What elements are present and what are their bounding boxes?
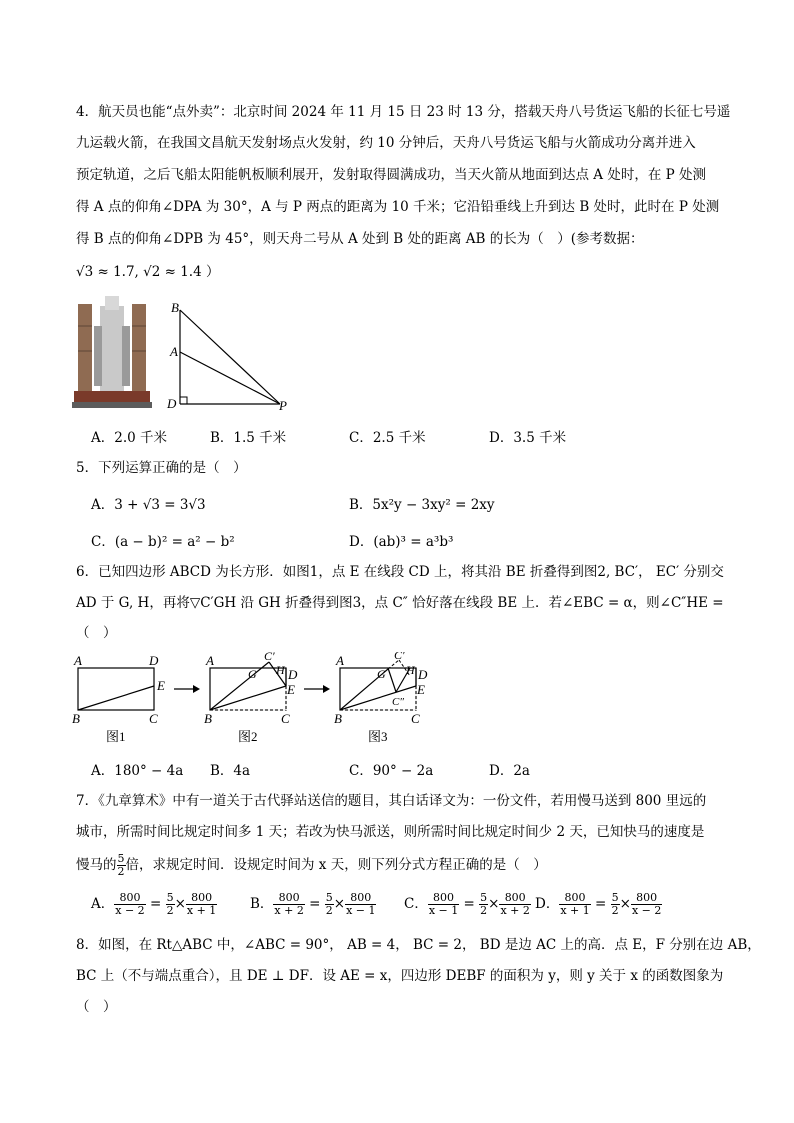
- fig2-label-c-prime: C′: [264, 652, 275, 663]
- q7-a-coef-num: 5: [166, 891, 174, 904]
- q7-d-coef-num: 5: [611, 891, 619, 904]
- q4-line-6: √3 ≈ 1.7, √2 ≈ 1.4 ）: [76, 264, 220, 280]
- q7-line-3-post: 倍，求规定时间．设规定时间为 x 天，则下列分式方程正确的是（ ）: [125, 857, 547, 873]
- q7-b-right-den: x − 1: [346, 904, 376, 917]
- q8-line-3: （ ）: [76, 999, 117, 1015]
- fig1-caption: 图1: [106, 729, 126, 744]
- fig3-caption: 图3: [368, 729, 388, 744]
- q6-figure-1: [72, 653, 165, 744]
- fig3-label-c-prime: C′: [394, 652, 405, 662]
- fig1-label-b: B: [72, 711, 80, 726]
- fig3-label-a: A: [336, 653, 344, 668]
- fig3-label-e: E: [417, 682, 425, 697]
- q4-option-c[interactable]: C．2.5 千米: [349, 430, 426, 446]
- q7-a-left-num: 800: [114, 892, 145, 905]
- q7-d-right-den: x − 2: [631, 904, 662, 917]
- q5-option-d[interactable]: D．(ab)³ = a³b³: [349, 534, 454, 550]
- q8-line-2: BC 上（不与端点重合），且 DE ⊥ DF．设 AE = x，四边形 DEBF 的面积为 y，则 y 关于 x 的函数图象为: [76, 968, 724, 984]
- q6-figure-2: [204, 652, 298, 744]
- q6-figure-3: [334, 652, 428, 744]
- q7-option-d-label: D．: [535, 896, 560, 912]
- q7-c-left-num: 800: [428, 892, 459, 905]
- fig2-label-b: B: [204, 711, 212, 726]
- q4-option-a[interactable]: A．2.0 千米: [91, 430, 168, 446]
- q6-figures: [66, 652, 446, 748]
- q4-line-3: 预定轨道，之后飞船太阳能帆板顺利展开，发射取得圆满成功，当天火箭从地面到达点 A 处时，在 P 处测: [76, 167, 706, 183]
- q7-a-left-den: x − 2: [115, 904, 145, 917]
- q7-b-coef-num: 5: [325, 891, 333, 904]
- q7-b-left-den: x + 2: [274, 904, 304, 917]
- fig3-label-b: B: [334, 711, 342, 726]
- q4-option-b[interactable]: B．1.5 千米: [210, 430, 287, 446]
- q7-b-left-num: 800: [273, 892, 304, 905]
- q4-option-d[interactable]: D．3.5 千米: [489, 430, 567, 446]
- q6-option-d[interactable]: D．2a: [489, 763, 530, 779]
- q7-d-left-num: 800: [559, 892, 590, 905]
- q7-line-3: [76, 852, 547, 878]
- q7-option-d[interactable]: D． $\frac{800}{x + 1}$ = $\frac{5}{2}$ × $\frac{800}{x - 2}$: [535, 891, 662, 917]
- q7-option-b-label: B．: [250, 896, 274, 912]
- q6-line-3: （ ）: [76, 625, 117, 641]
- q4-line-4: 得 A 点的仰角∠DPA 为 30°，A 与 P 两点的距离为 10 千米；它沿铅垂线上升到达 B 处时，此时在 P 处测: [76, 199, 720, 215]
- q7-fraction-denominator: 2: [117, 865, 125, 878]
- rocket-photo: [72, 296, 152, 408]
- q4-line-2: 九运载火箭，在我国文昌航天发射场点火发射，约 10 分钟后，天舟八号货运飞船与火箭成功分离并进入: [76, 135, 696, 151]
- q5-option-b[interactable]: B．5x²y − 3xy² = 2xy: [349, 497, 495, 513]
- q6-option-c[interactable]: C．90° − 2a: [349, 763, 434, 779]
- q7-a-right-num: 800: [186, 892, 217, 905]
- fig3-label-c: C: [411, 711, 420, 726]
- fig3-label-d: D: [418, 667, 428, 682]
- q5-option-c[interactable]: C．(a − b)² = a² − b²: [91, 534, 235, 550]
- label-A: A: [170, 344, 178, 359]
- q4-line-1: 4．航天员也能“点外卖”：北京时间 2024 年 11 月 15 日 23 时 13 分，搭载天舟八号货运飞船的长征七号遥: [76, 104, 731, 120]
- q7-line-2: 城市，所需时间比规定时间多 1 天；若改为快马派送，则所需时间比规定时间少 2 天，已知快马的速度是: [76, 824, 705, 840]
- q7-option-b[interactable]: B． $\frac{800}{x + 2}$ = $\frac{5}{2}$ × $\frac{800}{x - 1}$: [250, 891, 376, 917]
- q7-d-left-den: x + 1: [560, 904, 590, 917]
- q7-a-right-den: x + 1: [186, 904, 217, 917]
- q7-option-a-label: A．: [91, 896, 115, 912]
- q7-c-coef-den: 2: [480, 904, 488, 917]
- fig1-label-d: D: [149, 653, 159, 668]
- q6-line-2: AD 于 G, H，再将▽C′GH 沿 GH 折叠得到图3，点 C″ 恰好落在线段 BE 上．若∠EBC = α，则∠C″HE =: [76, 595, 724, 611]
- q7-line-1: 7．《九章算术》中有一道关于古代驿站送信的题目，其白话译文为：一份文件，若用慢马送到 800 里远的: [76, 793, 707, 809]
- fig1-label-c: C: [149, 711, 158, 726]
- q4-line-5: 得 B 点的仰角∠DPB 为 45°，则天舟二号从 A 处到 B 处的距离 AB 的长为（ ）(参考数据：: [76, 231, 644, 247]
- q7-a-coef-den: 2: [166, 904, 174, 917]
- q7-d-coef-den: 2: [611, 904, 619, 917]
- fig2-label-c: C: [281, 711, 290, 726]
- fig2-label-a: A: [206, 653, 214, 668]
- q6-option-a[interactable]: A．180° − 4a: [91, 763, 184, 779]
- fig3-label-g: G: [377, 667, 386, 681]
- fig2-caption: 图2: [238, 729, 258, 744]
- q4-triangle-figure: [162, 296, 302, 412]
- q7-fraction-numerator: 5: [117, 852, 125, 865]
- q7-b-right-num: 800: [345, 892, 376, 905]
- q7-b-coef-den: 2: [325, 904, 333, 917]
- fig2-label-d: D: [288, 667, 298, 682]
- q7-line-3-pre: 慢马的: [76, 857, 117, 873]
- q7-option-c-label: C．: [404, 896, 428, 912]
- q6-option-b[interactable]: B．4a: [210, 763, 251, 779]
- q5-option-a[interactable]: A．3 + √3 = 3√3: [91, 497, 206, 513]
- q7-option-c[interactable]: C． $\frac{800}{x - 1}$ = $\frac{5}{2}$ × $\frac{800}{x + 2}$: [404, 891, 530, 917]
- fig3-label-c-double-prime: C″: [392, 696, 404, 708]
- label-D: D: [167, 396, 177, 411]
- fig2-label-h: H: [276, 663, 285, 677]
- fig2-label-g: G: [248, 667, 257, 681]
- q7-c-right-den: x + 2: [500, 904, 530, 917]
- fig1-label-a: A: [74, 653, 82, 668]
- fig1-label-e: E: [157, 678, 165, 693]
- q5-stem: 5．下列运算正确的是（ ）: [76, 460, 247, 476]
- q8-line-1: 8．如图，在 Rt△ABC 中，∠ABC = 90°， AB = 4， BC = 2， BD 是边 AC 上的高．点 E，F 分别在边 AB，: [76, 937, 761, 953]
- fig3-label-h: H: [406, 663, 415, 677]
- q7-fraction: [117, 853, 126, 878]
- label-P: P: [279, 398, 287, 412]
- q7-d-right-num: 800: [631, 892, 662, 905]
- fig2-label-e: E: [287, 682, 295, 697]
- q7-c-left-den: x − 1: [428, 904, 459, 917]
- q7-c-right-num: 800: [499, 892, 530, 905]
- q6-line-1: 6．已知四边形 ABCD 为长方形．如图1，点 E 在线段 CD 上，将其沿 BE 折叠得到图2, BC′， EC′ 分别交: [76, 564, 724, 580]
- q7-option-a[interactable]: A． $\frac{800}{x - 2}$ = $\frac{5}{2}$ × $\frac{800}{x + 1}$: [91, 891, 217, 917]
- label-B: B: [171, 300, 179, 315]
- q7-c-coef-num: 5: [480, 891, 488, 904]
